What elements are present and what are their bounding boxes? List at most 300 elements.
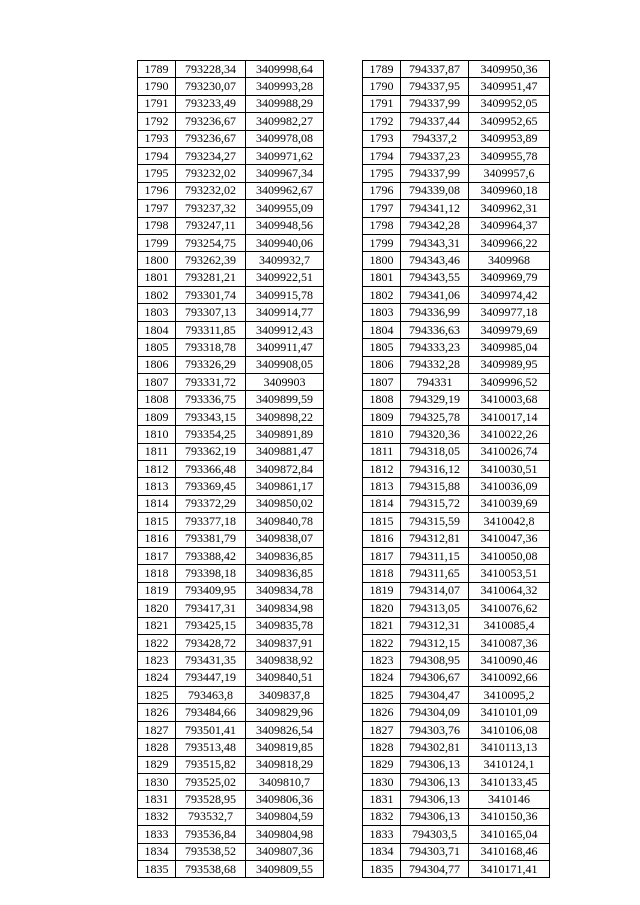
point-number-cell: 1794 [138,147,176,164]
x-coordinate-cell: 793377,18 [176,513,246,530]
point-number-cell: 1809 [363,408,401,425]
y-coordinate-cell: 3409829,96 [246,704,324,721]
y-coordinate-cell: 3409962,67 [246,182,324,199]
point-number-cell: 1802 [138,287,176,304]
y-coordinate-cell: 3409891,89 [246,426,324,443]
point-number-cell: 1823 [363,652,401,669]
point-number-cell: 1799 [138,234,176,251]
y-coordinate-cell: 3410150,36 [469,808,550,825]
table-row [363,808,550,825]
point-number-cell: 1826 [363,704,401,721]
x-coordinate-cell: 793417,31 [176,600,246,617]
table-row [138,443,324,460]
table-row [138,652,324,669]
y-coordinate-cell: 3409818,29 [246,756,324,773]
y-coordinate-cell: 3409914,77 [246,304,324,321]
point-number-cell: 1797 [363,200,401,217]
x-coordinate-cell: 794325,78 [401,408,469,425]
x-coordinate-cell: 793484,66 [176,704,246,721]
table-row [138,460,324,477]
point-number-cell: 1821 [138,617,176,634]
x-coordinate-cell: 794341,12 [401,200,469,217]
point-number-cell: 1803 [363,304,401,321]
x-coordinate-cell: 793366,48 [176,460,246,477]
y-coordinate-cell: 3409903 [246,374,324,391]
x-coordinate-cell: 793237,32 [176,200,246,217]
table-row [363,95,550,112]
point-number-cell: 1817 [138,547,176,564]
point-number-cell: 1820 [138,600,176,617]
table-row [138,721,324,738]
y-coordinate-cell: 3409809,55 [246,860,324,877]
point-number-cell: 1835 [138,860,176,877]
x-coordinate-cell: 794304,09 [401,704,469,721]
y-coordinate-cell: 3409952,65 [469,113,550,130]
table-row [363,374,550,391]
point-number-cell: 1799 [363,234,401,251]
x-coordinate-cell: 793343,15 [176,408,246,425]
y-coordinate-cell: 3409982,27 [246,113,324,130]
point-number-cell: 1797 [138,200,176,217]
point-number-cell: 1796 [138,182,176,199]
table-row [363,287,550,304]
table-row [363,130,550,147]
x-coordinate-cell: 793501,41 [176,721,246,738]
x-coordinate-cell: 794306,13 [401,774,469,791]
y-coordinate-cell: 3409915,78 [246,287,324,304]
table-row [138,426,324,443]
x-coordinate-cell: 793247,11 [176,217,246,234]
y-coordinate-cell: 3409807,36 [246,843,324,860]
x-coordinate-cell: 794315,72 [401,495,469,512]
table-row [363,200,550,217]
table-row [363,408,550,425]
point-number-cell: 1803 [138,304,176,321]
x-coordinate-cell: 794337,95 [401,78,469,95]
table-row [138,252,324,269]
x-coordinate-cell: 793336,75 [176,391,246,408]
table-row [138,600,324,617]
x-coordinate-cell: 794333,23 [401,339,469,356]
point-number-cell: 1820 [363,600,401,617]
table-row [363,147,550,164]
x-coordinate-cell: 793372,29 [176,495,246,512]
y-coordinate-cell: 3410076,62 [469,600,550,617]
point-number-cell: 1791 [138,95,176,112]
point-number-cell: 1804 [363,321,401,338]
x-coordinate-cell: 793331,72 [176,374,246,391]
point-number-cell: 1829 [138,756,176,773]
point-number-cell: 1808 [138,391,176,408]
point-number-cell: 1810 [363,426,401,443]
y-coordinate-cell: 3410133,45 [469,774,550,791]
point-number-cell: 1798 [363,217,401,234]
x-coordinate-cell: 794304,77 [401,860,469,877]
x-coordinate-cell: 793232,02 [176,165,246,182]
x-coordinate-cell: 793515,82 [176,756,246,773]
table-row [363,304,550,321]
table-row [138,791,324,808]
table-row [138,739,324,756]
table-row [363,460,550,477]
x-coordinate-cell: 794337,99 [401,95,469,112]
y-coordinate-cell: 3409996,52 [469,374,550,391]
y-coordinate-cell: 3410003,68 [469,391,550,408]
point-number-cell: 1794 [363,147,401,164]
table-row [363,478,550,495]
table-row [138,78,324,95]
table-row [138,582,324,599]
x-coordinate-cell: 793463,8 [176,687,246,704]
point-number-cell: 1819 [363,582,401,599]
table-row [363,217,550,234]
table-row [138,287,324,304]
y-coordinate-cell: 3409998,64 [246,61,324,78]
table-row [138,808,324,825]
y-coordinate-cell: 3409826,54 [246,721,324,738]
point-number-cell: 1832 [138,808,176,825]
table-row [363,600,550,617]
x-coordinate-cell: 794337,2 [401,130,469,147]
y-coordinate-cell: 3409952,05 [469,95,550,112]
x-coordinate-cell: 793513,48 [176,739,246,756]
y-coordinate-cell: 3410113,13 [469,739,550,756]
y-coordinate-cell: 3410036,09 [469,478,550,495]
table-row [138,547,324,564]
point-number-cell: 1801 [138,269,176,286]
point-number-cell: 1815 [363,513,401,530]
y-coordinate-cell: 3409836,85 [246,565,324,582]
y-coordinate-cell: 3409955,09 [246,200,324,217]
table-row [138,704,324,721]
x-coordinate-cell: 793428,72 [176,634,246,651]
table-row [138,530,324,547]
point-number-cell: 1825 [138,687,176,704]
x-coordinate-cell: 794304,47 [401,687,469,704]
point-number-cell: 1804 [138,321,176,338]
x-coordinate-cell: 794337,23 [401,147,469,164]
table-row [138,495,324,512]
point-number-cell: 1813 [363,478,401,495]
coordinates-table-right-body [363,61,550,878]
x-coordinate-cell: 793228,34 [176,61,246,78]
y-coordinate-cell: 3409955,78 [469,147,550,164]
y-coordinate-cell: 3409993,28 [246,78,324,95]
y-coordinate-cell: 3409835,78 [246,617,324,634]
x-coordinate-cell: 794314,07 [401,582,469,599]
point-number-cell: 1796 [363,182,401,199]
point-number-cell: 1795 [138,165,176,182]
x-coordinate-cell: 794308,95 [401,652,469,669]
x-coordinate-cell: 794312,81 [401,530,469,547]
x-coordinate-cell: 793447,19 [176,669,246,686]
x-coordinate-cell: 793318,78 [176,339,246,356]
y-coordinate-cell: 3409810,7 [246,774,324,791]
x-coordinate-cell: 794329,19 [401,391,469,408]
y-coordinate-cell: 3409819,85 [246,739,324,756]
x-coordinate-cell: 794343,31 [401,234,469,251]
point-number-cell: 1793 [363,130,401,147]
y-coordinate-cell: 3409806,36 [246,791,324,808]
x-coordinate-cell: 794342,28 [401,217,469,234]
table-row [138,339,324,356]
x-coordinate-cell: 794343,46 [401,252,469,269]
table-row [363,530,550,547]
point-number-cell: 1805 [138,339,176,356]
table-row [363,321,550,338]
point-number-cell: 1822 [138,634,176,651]
x-coordinate-cell: 793236,67 [176,130,246,147]
table-row [138,408,324,425]
x-coordinate-cell: 793381,79 [176,530,246,547]
y-coordinate-cell: 3410106,08 [469,721,550,738]
y-coordinate-cell: 3409966,22 [469,234,550,251]
table-row [363,860,550,877]
y-coordinate-cell: 3410171,41 [469,860,550,877]
point-number-cell: 1807 [363,374,401,391]
x-coordinate-cell: 793281,21 [176,269,246,286]
x-coordinate-cell: 794318,05 [401,443,469,460]
table-row [138,374,324,391]
point-number-cell: 1811 [363,443,401,460]
point-number-cell: 1805 [363,339,401,356]
y-coordinate-cell: 3409978,08 [246,130,324,147]
y-coordinate-cell: 3410101,09 [469,704,550,721]
y-coordinate-cell: 3409967,34 [246,165,324,182]
y-coordinate-cell: 3409962,31 [469,200,550,217]
x-coordinate-cell: 793233,49 [176,95,246,112]
table-row [363,843,550,860]
point-number-cell: 1817 [363,547,401,564]
x-coordinate-cell: 794303,76 [401,721,469,738]
x-coordinate-cell: 793425,15 [176,617,246,634]
table-row [138,634,324,651]
table-row [138,513,324,530]
point-number-cell: 1790 [138,78,176,95]
y-coordinate-cell: 3409932,7 [246,252,324,269]
point-number-cell: 1821 [363,617,401,634]
point-number-cell: 1827 [363,721,401,738]
y-coordinate-cell: 3409872,84 [246,460,324,477]
x-coordinate-cell: 794341,06 [401,287,469,304]
table-row [138,687,324,704]
y-coordinate-cell: 3410053,51 [469,565,550,582]
x-coordinate-cell: 794312,31 [401,617,469,634]
y-coordinate-cell: 3410085,4 [469,617,550,634]
y-coordinate-cell: 3409948,56 [246,217,324,234]
point-number-cell: 1793 [138,130,176,147]
x-coordinate-cell: 794306,13 [401,808,469,825]
table-row [363,652,550,669]
y-coordinate-cell: 3409836,85 [246,547,324,564]
y-coordinate-cell: 3410022,26 [469,426,550,443]
y-coordinate-cell: 3409838,92 [246,652,324,669]
x-coordinate-cell: 794337,87 [401,61,469,78]
x-coordinate-cell: 794336,99 [401,304,469,321]
table-row [138,147,324,164]
table-row [138,165,324,182]
table-row [138,565,324,582]
x-coordinate-cell: 793301,74 [176,287,246,304]
point-number-cell: 1790 [363,78,401,95]
coordinates-table-left [137,60,324,878]
table-row [138,304,324,321]
table-row [138,321,324,338]
point-number-cell: 1789 [138,61,176,78]
x-coordinate-cell: 794320,36 [401,426,469,443]
y-coordinate-cell: 3409840,78 [246,513,324,530]
y-coordinate-cell: 3409834,98 [246,600,324,617]
point-number-cell: 1830 [363,774,401,791]
x-coordinate-cell: 794303,5 [401,826,469,843]
table-row [138,860,324,877]
x-coordinate-cell: 794315,59 [401,513,469,530]
table-row [138,269,324,286]
point-number-cell: 1835 [363,860,401,877]
table-row [363,495,550,512]
y-coordinate-cell: 3409840,51 [246,669,324,686]
table-row [363,704,550,721]
y-coordinate-cell: 3409898,22 [246,408,324,425]
y-coordinate-cell: 3409957,6 [469,165,550,182]
point-number-cell: 1814 [138,495,176,512]
x-coordinate-cell: 794306,67 [401,669,469,686]
point-number-cell: 1807 [138,374,176,391]
y-coordinate-cell: 3409922,51 [246,269,324,286]
point-number-cell: 1827 [138,721,176,738]
table-row [363,426,550,443]
y-coordinate-cell: 3410050,08 [469,547,550,564]
table-row [138,130,324,147]
x-coordinate-cell: 794312,15 [401,634,469,651]
x-coordinate-cell: 794332,28 [401,356,469,373]
table-row [138,182,324,199]
point-number-cell: 1813 [138,478,176,495]
table-row [138,200,324,217]
x-coordinate-cell: 794339,08 [401,182,469,199]
point-number-cell: 1802 [363,287,401,304]
y-coordinate-cell: 3409971,62 [246,147,324,164]
y-coordinate-cell: 3410124,1 [469,756,550,773]
x-coordinate-cell: 793388,42 [176,547,246,564]
x-coordinate-cell: 794336,63 [401,321,469,338]
table-row [363,634,550,651]
y-coordinate-cell: 3409969,79 [469,269,550,286]
y-coordinate-cell: 3410017,14 [469,408,550,425]
table-row [138,826,324,843]
table-row [363,234,550,251]
x-coordinate-cell: 793362,19 [176,443,246,460]
y-coordinate-cell: 3409951,47 [469,78,550,95]
point-number-cell: 1824 [138,669,176,686]
y-coordinate-cell: 3409912,43 [246,321,324,338]
table-row [363,443,550,460]
x-coordinate-cell: 793538,52 [176,843,246,860]
x-coordinate-cell: 794343,55 [401,269,469,286]
x-coordinate-cell: 794306,13 [401,791,469,808]
y-coordinate-cell: 3409977,18 [469,304,550,321]
table-row [138,113,324,130]
point-number-cell: 1831 [138,791,176,808]
point-number-cell: 1828 [363,739,401,756]
y-coordinate-cell: 3409953,89 [469,130,550,147]
x-coordinate-cell: 793236,67 [176,113,246,130]
table-row [363,165,550,182]
x-coordinate-cell: 793311,85 [176,321,246,338]
y-coordinate-cell: 3410047,36 [469,530,550,547]
table-row [363,391,550,408]
table-row [363,687,550,704]
y-coordinate-cell: 3409960,18 [469,182,550,199]
y-coordinate-cell: 3409964,37 [469,217,550,234]
point-number-cell: 1819 [138,582,176,599]
y-coordinate-cell: 3409950,36 [469,61,550,78]
x-coordinate-cell: 793398,18 [176,565,246,582]
x-coordinate-cell: 794315,88 [401,478,469,495]
y-coordinate-cell: 3409899,59 [246,391,324,408]
x-coordinate-cell: 793354,25 [176,426,246,443]
y-coordinate-cell: 3409979,69 [469,321,550,338]
point-number-cell: 1818 [363,565,401,582]
point-number-cell: 1801 [363,269,401,286]
y-coordinate-cell: 3409834,78 [246,582,324,599]
x-coordinate-cell: 794306,13 [401,756,469,773]
y-coordinate-cell: 3410168,46 [469,843,550,860]
y-coordinate-cell: 3410165,04 [469,826,550,843]
table-row [138,217,324,234]
point-number-cell: 1806 [363,356,401,373]
point-number-cell: 1809 [138,408,176,425]
x-coordinate-cell: 793234,27 [176,147,246,164]
table-row [363,565,550,582]
table-row [138,478,324,495]
x-coordinate-cell: 793528,95 [176,791,246,808]
y-coordinate-cell: 3410064,32 [469,582,550,599]
table-row [363,356,550,373]
table-row [363,269,550,286]
table-row [363,721,550,738]
table-row [138,617,324,634]
y-coordinate-cell: 3409837,8 [246,687,324,704]
point-number-cell: 1834 [138,843,176,860]
table-row [138,391,324,408]
table-row [363,582,550,599]
point-number-cell: 1834 [363,843,401,860]
point-number-cell: 1823 [138,652,176,669]
y-coordinate-cell: 3410087,36 [469,634,550,651]
table-row [138,774,324,791]
y-coordinate-cell: 3410026,74 [469,443,550,460]
x-coordinate-cell: 794311,15 [401,547,469,564]
x-coordinate-cell: 794337,44 [401,113,469,130]
point-number-cell: 1798 [138,217,176,234]
y-coordinate-cell: 3410095,2 [469,687,550,704]
table-row [138,669,324,686]
table-row [363,739,550,756]
x-coordinate-cell: 794311,65 [401,565,469,582]
table-row [363,791,550,808]
point-number-cell: 1816 [363,530,401,547]
point-number-cell: 1833 [138,826,176,843]
table-row [138,61,324,78]
point-number-cell: 1792 [363,113,401,130]
x-coordinate-cell: 794337,99 [401,165,469,182]
y-coordinate-cell: 3409989,95 [469,356,550,373]
point-number-cell: 1833 [363,826,401,843]
x-coordinate-cell: 793307,13 [176,304,246,321]
x-coordinate-cell: 793230,07 [176,78,246,95]
y-coordinate-cell: 3409908,05 [246,356,324,373]
